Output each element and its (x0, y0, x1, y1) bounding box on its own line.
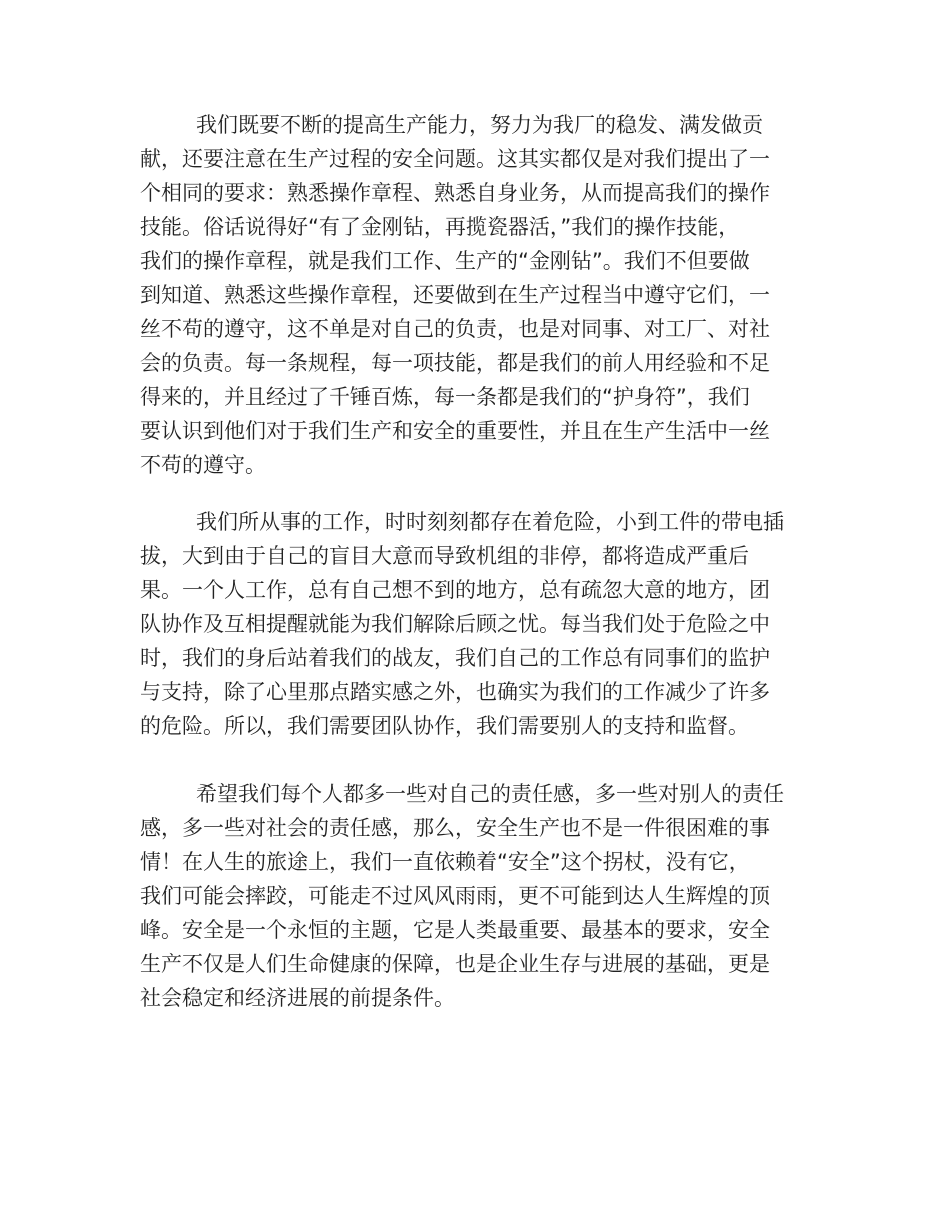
text-line: 我们既要不断的提高生产能力，努力为我厂的稳发、满发做贡 (196, 113, 763, 137)
text-line: 我们所从事的工作，时时刻刻都存在着危险，小到工件的带电插 (196, 510, 784, 534)
text-line: 生产不仅是人们生命健康的保障，也是企业生存与进展的基础，更是 (140, 952, 770, 976)
text-line: 社会稳定和经济进展的前提条件。 (140, 986, 455, 1010)
text-line: 峰。安全是一个永恒的主题，它是人类最重要、最基本的要求，安全 (140, 918, 770, 942)
text-line: 到知道、熟悉这些操作章程，还要做到在生产过程当中遵守它们，一 (140, 283, 770, 307)
paragraph-1 (140, 108, 800, 482)
text-line: 丝不苟的遵守，这不单是对自己的负责，也是对同事、对工厂、对社 (140, 317, 770, 341)
text-line: 果。一个人工作，总有自己想不到的地方，总有疏忽大意的地方，团 (140, 578, 770, 602)
text-line: 得来的，并且经过了千锤百炼，每一条都是我们的“护身符”，我们 (140, 385, 750, 409)
text-line: 个相同的要求：熟悉操作章程、熟悉自身业务，从而提高我们的操作 (140, 181, 770, 205)
text-line: 拔，大到由于自己的盲目大意而导致机组的非停，都将造成严重后 (140, 544, 749, 568)
text-line: 不苟的遵守。 (140, 453, 266, 477)
text-line: 与支持，除了心里那点踏实感之外，也确实为我们的工作减少了许多 (140, 680, 770, 704)
text-line: 我们的操作章程，就是我们工作、生产的“金刚钻”。我们不但要做 (140, 249, 750, 273)
text-line: 情！在人生的旅途上，我们一直依赖着“安全”这个拐杖，没有它， (140, 850, 750, 874)
text-line: 会的负责。每一条规程，每一项技能，都是我们的前人用经验和不足 (140, 351, 770, 375)
paragraph-2 (140, 505, 800, 743)
text-line: 要认识到他们对于我们生产和安全的重要性，并且在生产生活中一丝 (140, 419, 770, 443)
text-line: 献，还要注意在生产过程的安全问题。这其实都仅是对我们提出了一 (140, 147, 770, 171)
text-line: 队协作及互相提醒就能为我们解除后顾之忧。每当我们处于危险之中 (140, 612, 770, 636)
text-line: 技能。俗话说得好“有了金刚钻，再揽瓷器活，”我们的操作技能， (140, 215, 740, 239)
text-line: 感，多一些对社会的责任感，那么，安全生产也不是一件很困难的事 (140, 816, 770, 840)
text-line: 的危险。所以，我们需要团队协作，我们需要别人的支持和监督。 (140, 714, 749, 738)
text-line: 我们可能会摔跤，可能走不过风风雨雨，更不可能到达人生辉煌的顶 (140, 884, 770, 908)
text-line: 希望我们每个人都多一些对自己的责任感，多一些对别人的责任 (196, 782, 784, 806)
paragraph-3 (140, 777, 800, 1015)
text-line: 时，我们的身后站着我们的战友，我们自己的工作总有同事们的监护 (140, 646, 770, 670)
